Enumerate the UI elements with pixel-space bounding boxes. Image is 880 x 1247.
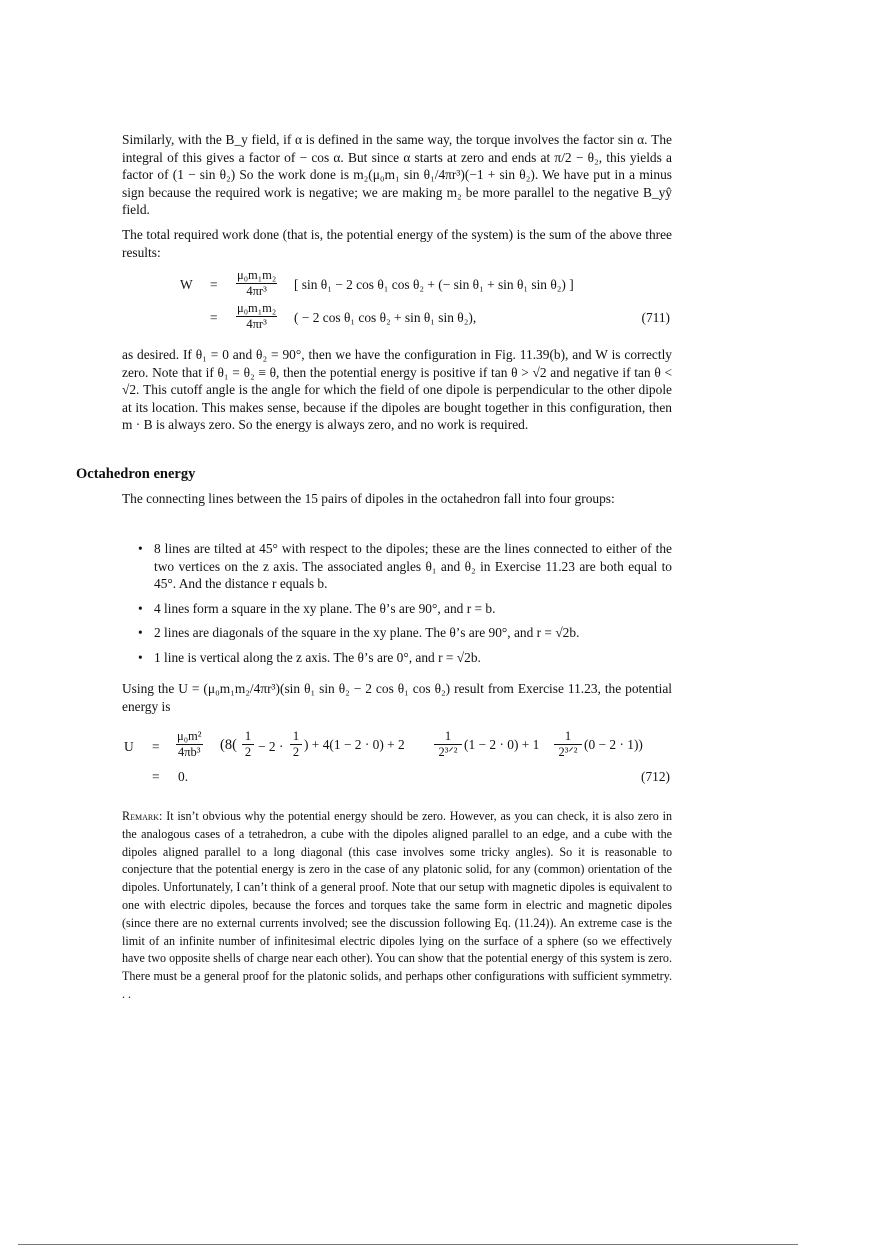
bullet-list-line-groups bbox=[138, 540, 672, 674]
eq712-inv1-den: 2³ᐟ² bbox=[438, 745, 458, 759]
eq712-half2-den: 2 bbox=[292, 745, 300, 759]
eq712-half1-den: 2 bbox=[244, 745, 252, 759]
remark-text: It isn’t obvious why the potential energy should be zero. However, as you can check, it is also zero in the analogous cases of a tetrahedron, a cube with the dipoles aligned parallel to an edge, and a cube with the dipoles aligned parallel to a long diagonal (this case involves some tricky angles). So it is reasonable to conjecture that the potential energy is zero in the case of any platonic solid, for any (common) orientation of the dipoles. Unfortunately, I can’t think of a general proof. Note that our setup with magnetic dipoles is equivalent to one with electric dipoles, because the forces and torques take the same form in electric and magnetic dipoles (since there are no external currents involved; see the discussion following Eq. (11.24)). An extreme case is the limit of an infinite number of infinitesimal electric dipoles lying on the surface of a sphere (so we effectively have two opposite shells of charge near each other). You can show that the potential energy of this system is zero. There must be a general proof for the platonic solids, and perhaps other configurations with sufficient symmetry. . . bbox=[122, 809, 672, 1001]
eq712-number: (712) bbox=[640, 769, 670, 784]
eq711-line2-rhs: ( − 2 cos θ₁ cos θ₂ + sin θ₁ sin θ₂), bbox=[294, 310, 477, 325]
paragraph-connecting-lines: The connecting lines between the 15 pairs of dipoles in the octahedron fall into four groups: bbox=[122, 491, 615, 506]
bullet-text: 1 line is vertical along the z axis. The θ’s are 0°, and r = √2b. bbox=[154, 649, 481, 665]
eq711-frac2-den: 4πr³ bbox=[246, 317, 267, 331]
eq711-eq-sign-2: = bbox=[210, 310, 218, 325]
bullet-item bbox=[138, 649, 672, 667]
eq711-lhs: W bbox=[180, 277, 193, 292]
eq712-term-c: ) + 4(1 − 2 · 0) + 2 bbox=[304, 737, 405, 752]
eq712-eq-sign-2: = bbox=[152, 769, 160, 784]
remark-paragraph bbox=[122, 808, 672, 1004]
eq711-frac1-num: μ₀m₁m₂ bbox=[237, 268, 277, 282]
footer-rule bbox=[18, 1244, 798, 1245]
bullet-dot: • bbox=[138, 625, 143, 641]
eq712-term-d: (1 − 2 · 0) + 1 bbox=[464, 737, 540, 752]
section-heading-octahedron: Octahedron energy bbox=[76, 466, 196, 482]
bullet-dot: • bbox=[138, 600, 143, 616]
bullet-dot: • bbox=[138, 541, 143, 556]
eq712-eq-sign-1: = bbox=[152, 739, 160, 754]
eq712-half2-num: 1 bbox=[290, 729, 302, 745]
eq712-main-den: 4πb³ bbox=[177, 745, 201, 759]
eq712-term-b: − 2 · bbox=[258, 739, 284, 754]
eq712-inv2-num: 1 bbox=[554, 729, 582, 745]
eq711-frac1-den: 4πr³ bbox=[246, 284, 267, 298]
eq712-line2-rhs: 0. bbox=[178, 769, 189, 784]
equation-711 bbox=[122, 268, 672, 336]
paragraph-total-work: The total required work done (that is, the potential energy of the system) is the sum of the above three results: bbox=[122, 227, 672, 260]
eq712-inv-2 bbox=[554, 729, 582, 760]
bullet-dot: • bbox=[138, 649, 143, 665]
eq712-lhs: U bbox=[124, 739, 134, 754]
eq712-inv-1 bbox=[434, 729, 462, 760]
bullet-item bbox=[138, 624, 672, 642]
eq712-fraction-main bbox=[176, 729, 203, 760]
bullet-text: 4 lines form a square in the xy plane. The θ’s are 90°, and r = b. bbox=[154, 600, 496, 616]
eq711-line1-rhs: [ sin θ₁ − 2 cos θ₁ cos θ₂ + (− sin θ₁ + sin θ₁ sin θ₂) ] bbox=[294, 277, 574, 292]
eq712-inv2-den: 2³ᐟ² bbox=[558, 745, 578, 759]
paragraph-as-desired: as desired. If θ₁ = 0 and θ₂ = 90°, then we have the configuration in Fig. 11.39(b), and W is correctly zero. Note that if θ₁ = θ₂ ≡ θ, then the potential energy is positive if tan θ > √2 and negative if tan θ < √2. This cutoff angle is the angle for which the field of one dipole is perpendicular to the other dipole at its location. This makes sense, because if the dipoles are bought together in this configuration, then m · B is always zero. So the energy is always zero, and no work is required. bbox=[122, 347, 672, 433]
remark-label: Remark: bbox=[122, 809, 163, 823]
bullet-text: 8 lines are tilted at 45° with respect to the dipoles; these are the lines connected to either of the two vertices on the z axis. The associated angles θ₁ and θ₂ in Exercise 11.23 are both equal to 45°. And the distance r equals b. bbox=[154, 541, 672, 592]
eq711-eq-sign-1: = bbox=[210, 277, 218, 292]
eq711-number: (711) bbox=[641, 310, 670, 325]
eq711-fraction-2 bbox=[236, 301, 277, 332]
bullet-item bbox=[138, 600, 672, 618]
bullet-text: 2 lines are diagonals of the square in the xy plane. The θ’s are 90°, and r = √2b. bbox=[154, 625, 580, 641]
eq712-half-2 bbox=[290, 729, 302, 760]
eq711-fraction-1 bbox=[236, 268, 277, 299]
eq712-term-a: (8( bbox=[220, 737, 237, 753]
eq711-frac2-num: μ₀m₁m₂ bbox=[237, 301, 277, 315]
eq712-main-num: μ₀m² bbox=[177, 729, 202, 743]
eq712-half-1 bbox=[242, 729, 254, 760]
eq712-half1-num: 1 bbox=[242, 729, 254, 745]
eq712-term-e: (0 − 2 · 1)) bbox=[584, 737, 643, 752]
bullet-item bbox=[138, 540, 672, 593]
paragraph-using-result: Using the U = (μ₀m₁m₂/4πr³)(sin θ₁ sin θ₂ − 2 cos θ₁ cos θ₂) result from Exercise 11.23, the potential energy is bbox=[122, 681, 672, 714]
equation-712 bbox=[122, 723, 672, 788]
eq712-inv1-num: 1 bbox=[434, 729, 462, 745]
paragraph-torque-by-field: Similarly, with the B_y field, if α is defined in the same way, the torque involves the factor sin α. The integral of this gives a factor of − cos α. But since α starts at zero and ends at π/2 − θ₂, this yields a factor of (1 − sin θ₂) So the work done is m₂(μ₀m₁ sin θ₁/4πr³)(−1 + sin θ₂). We have put in a minus sign because the required work is negative; we are making m₂ be more parallel to the negative B_yŷ field. bbox=[122, 132, 672, 218]
